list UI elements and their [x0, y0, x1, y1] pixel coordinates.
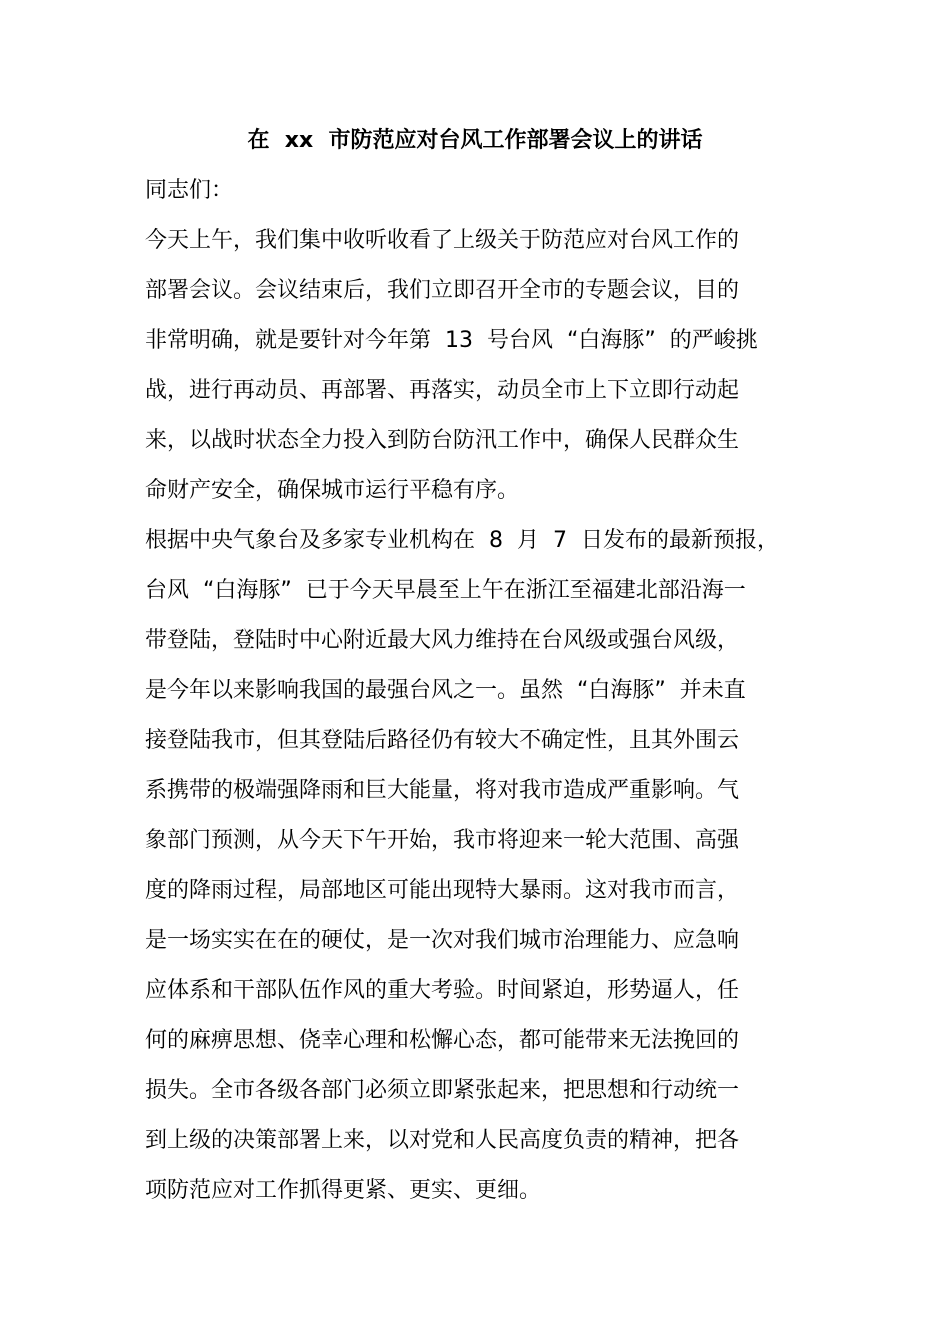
salutation: 同志们： — [145, 178, 234, 203]
paragraph-line: 接登陆我市，但其登陆后路径仍有较大不确定性，且其外围云 — [145, 728, 740, 753]
paragraph-line: 部署会议。会议结束后，我们立即召开全市的专题会议，目的 — [145, 278, 740, 303]
paragraph-line: 是今年以来影响我国的最强台风之一。虽然 “白海豚” 并未直 — [145, 678, 746, 703]
paragraph-line: 是一场实实在在的硬仗，是一次对我们城市治理能力、应急响 — [145, 928, 740, 953]
paragraph-line: 根据中央气象台及多家专业机构在 8 月 7 日发布的最新预报， — [145, 528, 779, 553]
paragraph-line: 战，进行再动员、再部署、再落实，动员全市上下立即行动起 — [145, 378, 740, 403]
paragraph-line: 非常明确，就是要针对今年第 13 号台风 “白海豚” 的严峻挑 — [145, 328, 758, 353]
paragraph-line: 损失。全市各级各部门必须立即紧张起来，把思想和行动统一 — [145, 1078, 740, 1103]
paragraph-line: 带登陆，登陆时中心附近最大风力维持在台风级或强台风级， — [145, 628, 740, 653]
paragraph-line: 系携带的极端强降雨和巨大能量，将对我市造成严重影响。气 — [145, 778, 740, 803]
paragraph-line: 命财产安全，确保城市运行平稳有序。 — [145, 478, 520, 503]
paragraph-line: 度的降雨过程，局部地区可能出现特大暴雨。这对我市而言， — [145, 878, 740, 903]
paragraph-line: 应体系和干部队伍作风的重大考验。时间紧迫，形势逼人，任 — [145, 978, 740, 1003]
paragraph-line: 今天上午，我们集中收听收看了上级关于防范应对台风工作的 — [145, 228, 740, 253]
paragraph-line: 项防范应对工作抓得更紧、更实、更细。 — [145, 1178, 542, 1203]
paragraph-line: 到上级的决策部署上来，以对党和人民高度负责的精神，把各 — [145, 1128, 740, 1153]
paragraph-line: 何的麻痹思想、侥幸心理和松懈心态，都可能带来无法挽回的 — [145, 1028, 740, 1053]
document-title: 在 xx 市防范应对台风工作部署会议上的讲话 — [247, 128, 703, 153]
paragraph-line: 来，以战时状态全力投入到防台防汛工作中，确保人民群众生 — [145, 428, 740, 453]
paragraph-line: 台风 “白海豚” 已于今天早晨至上午在浙江至福建北部沿海一 — [145, 578, 746, 603]
paragraph-line: 象部门预测，从今天下午开始，我市将迎来一轮大范围、高强 — [145, 828, 740, 853]
